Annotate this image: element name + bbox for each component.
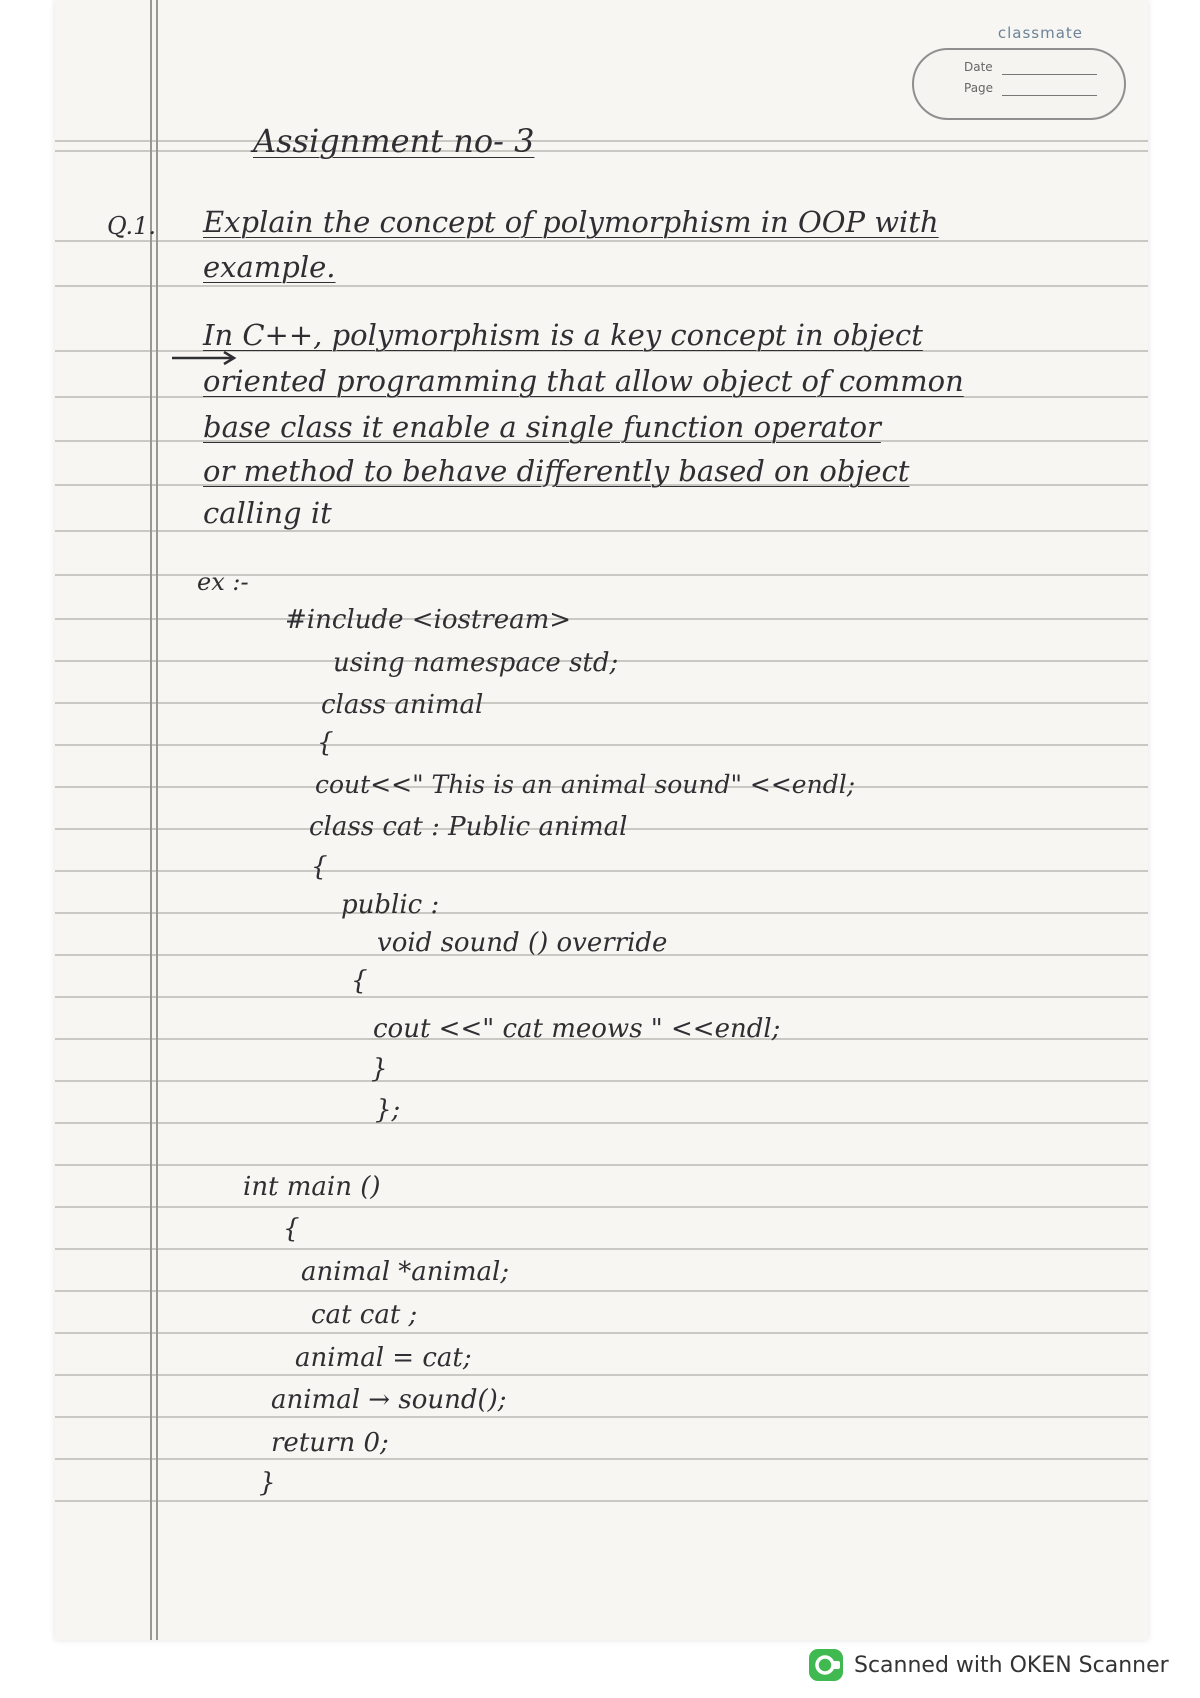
code-line: int main () — [243, 1172, 381, 1202]
ruled-line — [55, 530, 1148, 532]
question-number: Q.1. — [107, 212, 157, 240]
ruled-line — [55, 1164, 1148, 1166]
ruled-line — [55, 1206, 1148, 1208]
ruled-line — [55, 1332, 1148, 1334]
code-line: void sound () override — [377, 928, 668, 958]
brand-label: classmate — [997, 24, 1083, 42]
ruled-line — [55, 1458, 1148, 1460]
ruled-line — [55, 1122, 1148, 1124]
scanner-text: Scanned with OKEN Scanner — [854, 1652, 1169, 1678]
date-line — [1002, 74, 1097, 75]
ruled-line — [55, 1374, 1148, 1376]
answer-line: calling it — [203, 496, 332, 530]
code-line: }; — [375, 1095, 401, 1125]
code-line: animal = cat; — [295, 1343, 472, 1373]
scanner-logo-icon — [808, 1648, 844, 1682]
page-label: Page — [964, 81, 994, 95]
ruled-line — [55, 285, 1148, 287]
code-line: cout <<" cat meows " <<endl; — [373, 1014, 781, 1044]
answer-line: oriented programming that allow object of common — [203, 364, 964, 398]
margin-line — [150, 0, 152, 1640]
code-line: { — [283, 1214, 300, 1244]
code-line: using namespace std; — [333, 648, 619, 678]
answer-line: base class it enable a single function operator — [203, 410, 881, 444]
assignment-title: Assignment no- 3 — [253, 122, 535, 160]
code-line: cout<<" This is an animal sound" <<endl; — [315, 770, 856, 799]
code-line: { — [317, 728, 334, 758]
code-line: class cat : Public animal — [309, 812, 628, 842]
code-line: cat cat ; — [311, 1300, 418, 1330]
code-line: { — [311, 852, 328, 882]
example-label: ex :- — [197, 568, 249, 596]
date-label: Date — [964, 60, 993, 74]
ruled-line — [55, 618, 1148, 620]
answer-line: or method to behave differently based on object — [203, 454, 910, 488]
answer-line: In C++, polymorphism is a key concept in object — [203, 318, 923, 352]
ruled-line — [55, 240, 1148, 242]
code-line: } — [371, 1054, 388, 1084]
page-line — [1002, 95, 1097, 96]
scanner-watermark — [808, 1647, 1169, 1683]
ruled-line — [55, 1248, 1148, 1250]
code-line: return 0; — [271, 1428, 389, 1458]
ruled-line — [55, 996, 1148, 998]
code-line: public : — [341, 890, 440, 920]
code-line: animal → sound(); — [271, 1385, 507, 1415]
code-line: #include <iostream> — [285, 605, 572, 635]
margin-line — [156, 0, 158, 1640]
ruled-line — [55, 1080, 1148, 1082]
ruled-line — [55, 702, 1148, 704]
ruled-line — [55, 1290, 1148, 1292]
ruled-line — [55, 150, 1148, 152]
date-page-box — [912, 48, 1126, 120]
code-line: } — [259, 1468, 276, 1498]
question-text-line: Explain the concept of polymorphism in OOP with — [203, 205, 939, 239]
ruled-line — [55, 870, 1148, 872]
question-text-line: example. — [203, 250, 336, 284]
code-line: class animal — [321, 690, 484, 720]
ruled-line — [55, 1416, 1148, 1418]
code-line: { — [351, 966, 368, 996]
ruled-line — [55, 1500, 1148, 1502]
ruled-line — [55, 140, 1148, 142]
ruled-line — [55, 744, 1148, 746]
code-line: animal *animal; — [301, 1257, 510, 1287]
notebook-page — [55, 0, 1148, 1640]
ruled-line — [55, 912, 1148, 914]
